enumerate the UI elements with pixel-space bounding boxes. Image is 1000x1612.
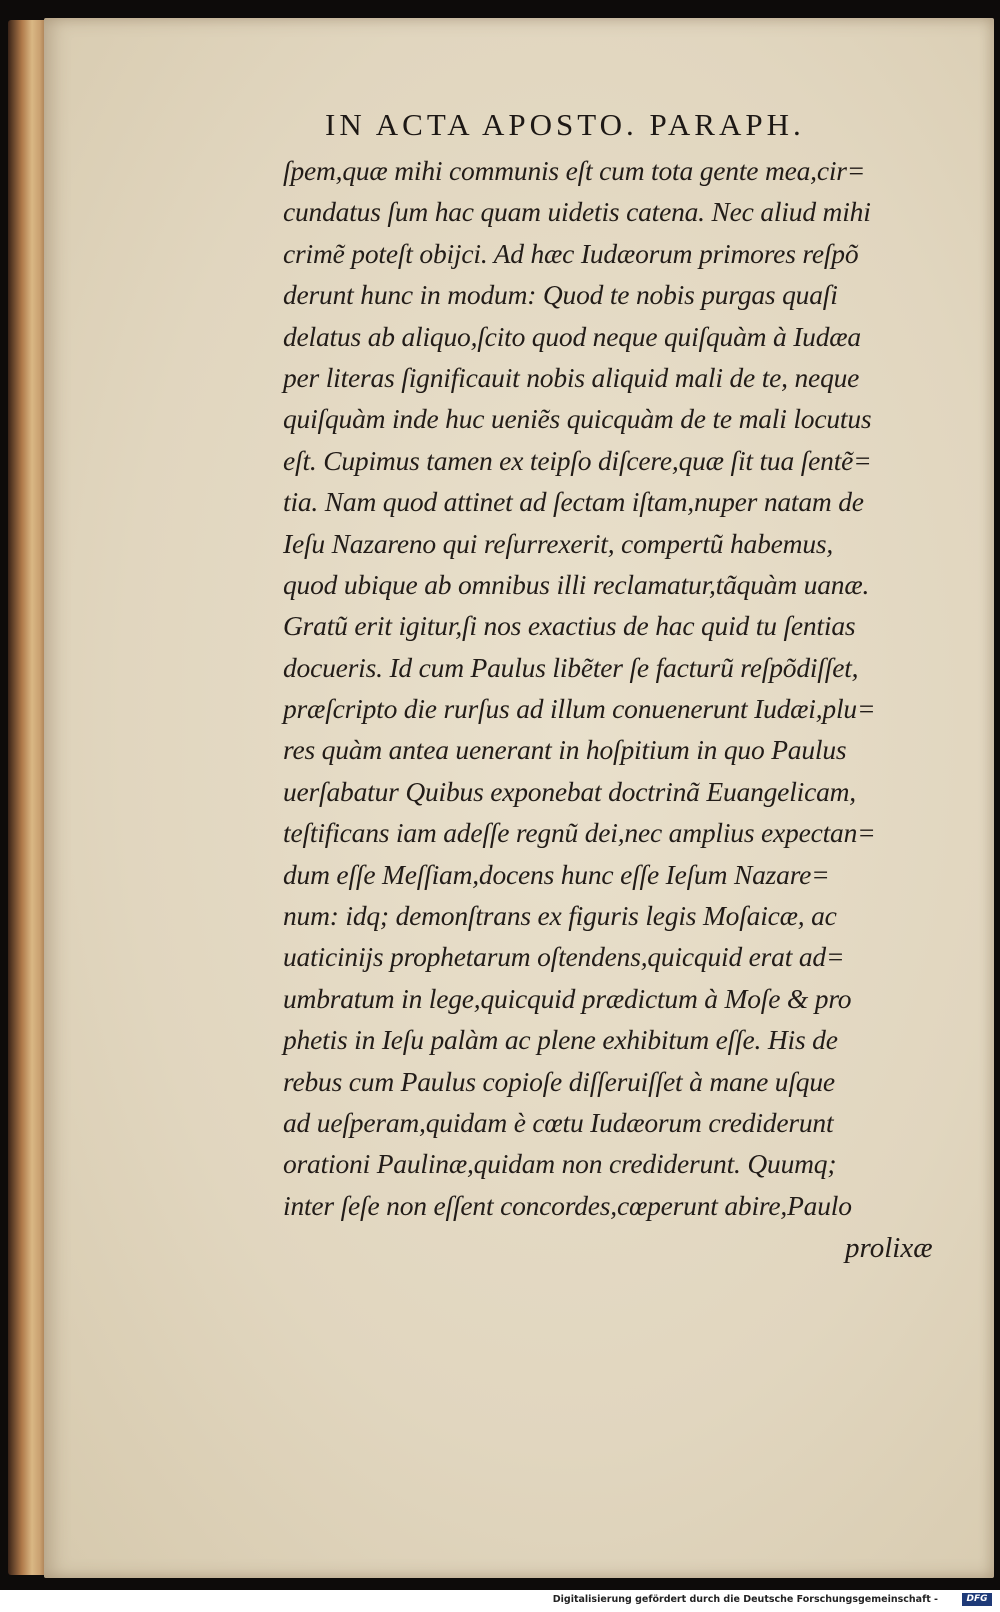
text-line: Ieſu Nazareno qui reſurrexerit, compertũ habemus, (283, 527, 834, 559)
text-line: tia. Nam quod attinet ad ſectam iſtam,nuper natam de (283, 486, 864, 518)
text-line: orationi Paulinæ,quidam non crediderunt. Quumq; (283, 1148, 837, 1180)
text-line: uerſabatur Quibus exponebat doctrinã Euangelicam, (283, 775, 856, 807)
text-line: Gratũ erit igitur,ſi nos exactius de hac quid tu ſentias (283, 610, 856, 642)
text-line: inter ſeſe non eſſent concordes,cœperunt abire,Paulo (283, 1189, 852, 1221)
text-line: derunt hunc in modum: Quod te nobis purgas quaſi (283, 279, 838, 311)
text-line: docueris. Id cum Paulus libẽter ſe facturũ reſpõdiſſet, (283, 651, 859, 683)
text-line: quiſquàm inde huc ueniẽs quicquàm de te mali locutus (283, 403, 872, 435)
text-line: cundatus ſum hac quam uidetis catena. Nec aliud mihi (283, 196, 871, 228)
text-line: ad ueſperam,quidam è cœtu Iudæorum crediderunt (283, 1106, 834, 1138)
text-line: per literas ſignificauit nobis aliquid mali de te, neque (283, 361, 860, 393)
text-line: crimẽ poteſt obijci. Ad hæc Iudæorum primores reſpõ (283, 237, 859, 269)
text-line: quod ubique ab omnibus illi reclamatur,tãquàm uanæ. (283, 568, 870, 600)
text-line: ſpem,quæ mihi communis eſt cum tota gente mea,cir= (283, 155, 866, 186)
text-line: rebus cum Paulus copioſe diſſeruiſſet à mane uſque (283, 1065, 835, 1097)
text-line: umbratum in lege,quicquid prædictum à Moſe & pro (283, 982, 852, 1014)
funding-credit: Digitalisierung gefördert durch die Deutsche Forschungsgemeinschaft - (552, 1594, 938, 1605)
digitization-footer (0, 1590, 1000, 1612)
catchword: prolixæ (845, 1232, 933, 1264)
text-line: phetis in Ieſu palàm ac plene exhibitum eſſe. His de (283, 1024, 838, 1056)
body-text (283, 150, 943, 1226)
text-line: res quàm antea uenerant in hoſpitium in quo Paulus (283, 734, 847, 766)
text-line: uaticinijs prophetarum oſtendens,quicquid erat ad= (283, 941, 845, 973)
text-line: dum eſſe Meſſiam,docens hunc eſſe Ieſum Nazare= (283, 858, 830, 890)
running-head: IN ACTA APOSTO. PARAPH. (325, 107, 805, 142)
text-line: præſcripto die rurſus ad illum conuenerunt Iudæi,plu= (283, 693, 876, 725)
text-line: eſt. Cupimus tamen ex teipſo diſcere,quæ ſit tua ſentẽ= (283, 444, 872, 476)
text-line: teſtificans iam adeſſe regnũ dei,nec amplius expectan= (283, 817, 876, 849)
text-line: num: idq; demonſtrans ex figuris legis Moſaicæ, ac (283, 900, 837, 932)
text-line: delatus ab aliquo,ſcito quod neque quiſquàm à Iudæa (283, 320, 861, 352)
dfg-logo: DFG (962, 1593, 992, 1606)
book-fore-edge (8, 20, 48, 1575)
